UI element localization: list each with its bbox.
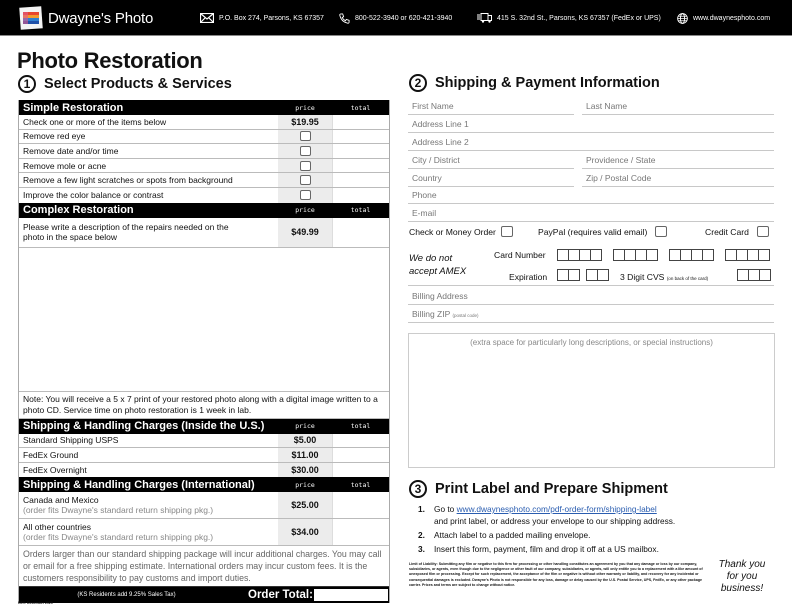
cvs-label	[620, 272, 708, 282]
price-column-header: price	[295, 480, 315, 489]
sales-tax-note: (KS Residents add 9.25% Sales Tax)	[77, 592, 176, 599]
step-item	[418, 503, 675, 527]
row-label: Remove mole or acne	[23, 160, 107, 171]
row-price: $5.00	[278, 434, 332, 448]
country-label: Canada and Mexico	[23, 494, 99, 505]
divider	[408, 285, 774, 286]
check-label: Check or Money Order	[409, 226, 496, 237]
website-link[interactable]: www.dwaynesphoto.com	[693, 15, 771, 22]
row-label	[19, 492, 278, 518]
state-field[interactable]: Providence / State	[582, 151, 774, 169]
credit-card-option[interactable]	[705, 226, 769, 237]
billing-zip-label: Billing ZIP	[412, 309, 451, 319]
row-label: Remove red eye	[23, 131, 86, 142]
paypal-option[interactable]	[538, 226, 667, 237]
table-row	[19, 218, 389, 248]
check-option[interactable]	[409, 226, 513, 237]
expiration-year-input[interactable]	[587, 269, 609, 281]
row-label: Standard Shipping USPS	[23, 435, 119, 446]
large-order-note: Orders larger than our standard shipping package will incur additional charges. You may call or email for a free shipping estimate. International orders may incur custom fees. It is the customers responsibility to pay customs and import duties.	[19, 546, 389, 587]
liability-notice: Limit of Liability: Submitting any film or negative to this firm for processing or other handling constitutes an agreement by you that any damage or loss by our company, subsidiaries, or agents, even though due to the negligence or other fault of our company, subsidiaries, or agents, will only entitle you to a replacement with a like amount of unexposed film or processing. Except for such replacement, the acceptance of the film or negative is without other warranty or liability, and recovery for any incidental or consequential damages is excluded. Dwayne's Photo is not responsible for any loss, damage or delay caused by the U.S. Postal Service, UPS, FedEx, or any other package carrier. Prices and terms are subject to change without notice.	[409, 562, 703, 587]
special-instructions-area[interactable]: (extra space for particularly long descriptions, or special instructions)	[408, 333, 775, 468]
step-number: 2	[409, 74, 427, 92]
globe-icon	[677, 13, 688, 24]
card-number-group-3[interactable]	[670, 249, 714, 261]
address-line-1-field[interactable]: Address Line 1	[408, 115, 774, 133]
billing-address-field[interactable]: Billing Address	[408, 287, 774, 305]
shipment-steps	[418, 503, 675, 555]
row-price: $11.00	[278, 448, 332, 462]
row-label: Remove a few light scratches or spots from background	[23, 175, 233, 186]
total-column-header: total	[350, 103, 371, 112]
first-name-field[interactable]: First Name	[408, 97, 574, 115]
phone-numbers: 800-522-3940 or 620-421-3940	[355, 15, 453, 22]
simple-restoration-header	[19, 100, 389, 115]
step-text-pre: Go to	[434, 504, 457, 514]
step-text-post: and print label, or address your envelope to our shipping address.	[434, 516, 676, 526]
paypal-label: PayPal (requires valid email)	[538, 226, 648, 237]
products-table	[18, 100, 390, 603]
price-column-header: price	[295, 103, 315, 112]
cvs-note: (on back of the card)	[666, 276, 709, 281]
shipping-address: 415 S. 32nd St., Parsons, KS 67357 (FedEx or UPS)	[497, 14, 661, 22]
row-price: $30.00	[278, 463, 332, 478]
section-1-heading	[18, 75, 232, 93]
complex-restoration-header	[19, 203, 389, 218]
total-input[interactable]	[332, 173, 389, 187]
step-number: 1.	[418, 504, 425, 514]
total-input[interactable]	[332, 218, 389, 247]
table-row	[19, 115, 389, 130]
zip-field[interactable]: Zip / Postal Code	[582, 169, 774, 187]
total-column-header: total	[350, 206, 371, 215]
package-note: (order fits Dwayne's standard return shipping pkg.)	[23, 532, 214, 543]
group-title: Complex Restoration	[23, 204, 134, 217]
table-row	[19, 463, 389, 478]
table-row	[19, 173, 389, 188]
card-number-group-2[interactable]	[614, 249, 658, 261]
package-note: (order fits Dwayne's standard return shipping pkg.)	[23, 505, 214, 516]
order-total-input[interactable]	[313, 588, 389, 602]
step-number: 1	[18, 75, 36, 93]
row-label: Remove date and/or time	[23, 145, 119, 156]
total-input[interactable]	[332, 115, 389, 129]
page-title: Photo Restoration	[17, 48, 203, 73]
amex-line-1: We do not	[409, 253, 453, 264]
section-title: Shipping & Payment Information	[435, 75, 660, 91]
step-item	[418, 529, 675, 541]
mail-address: P.O. Box 274, Parsons, KS 67357	[219, 14, 324, 22]
section-title: Print Label and Prepare Shipment	[435, 481, 668, 497]
step-text: Insert this form, payment, film and drop it off at a US mailbox.	[434, 544, 659, 554]
section-title: Select Products & Services	[44, 76, 232, 92]
table-row	[19, 434, 389, 449]
country-field[interactable]: Country	[408, 169, 574, 187]
check-checkbox[interactable]	[501, 226, 513, 237]
contact-mail	[200, 13, 324, 23]
table-row	[19, 448, 389, 463]
paypal-checkbox[interactable]	[655, 226, 667, 237]
expiration-label: Expiration	[509, 272, 548, 282]
phone-icon	[339, 13, 350, 24]
row-label: Check one or more of the items below	[23, 116, 167, 127]
step-item	[418, 543, 675, 555]
color-balance-checkbox[interactable]	[300, 190, 311, 200]
complex-line-2: photo in the space below	[23, 232, 118, 243]
header-bar	[0, 0, 792, 36]
step-number: 2.	[418, 530, 425, 540]
row-label: FedEx Ground	[23, 449, 79, 460]
complex-line-1: Please write a description of the repairs needed on the	[23, 221, 229, 232]
revision-date: REV: December 2020	[18, 601, 53, 605]
step-number: 3	[409, 480, 427, 498]
total-input[interactable]	[332, 519, 389, 545]
row-price: $19.95	[278, 115, 332, 129]
shipping-us-header	[19, 419, 389, 434]
row-price: $34.00	[278, 519, 332, 545]
total-column-header: total	[350, 480, 371, 489]
table-row	[19, 144, 389, 159]
cvs-text: 3 Digit CVS	[620, 272, 665, 282]
amex-notice	[409, 252, 466, 278]
total-input[interactable]	[332, 144, 389, 158]
card-number-group-1[interactable]	[558, 249, 602, 261]
truck-icon	[477, 13, 492, 23]
billing-zip-field[interactable]	[408, 305, 774, 323]
email-field[interactable]: E-mail	[408, 204, 774, 222]
row-label: FedEx Overnight	[23, 465, 87, 476]
step-text	[434, 503, 675, 527]
contact-web[interactable]	[677, 13, 770, 24]
step-text: Attach label to a padded mailing envelope.	[434, 530, 591, 540]
table-row	[19, 188, 389, 203]
group-title: Shipping & Handling Charges (Inside the U.S.)	[23, 420, 265, 433]
contact-phone	[339, 13, 452, 24]
step-number: 3.	[418, 544, 425, 554]
phone-field[interactable]: Phone	[408, 186, 774, 204]
remove-date-checkbox[interactable]	[300, 146, 311, 156]
group-title: Simple Restoration	[23, 101, 124, 114]
section-3-heading	[409, 480, 668, 498]
total-input[interactable]	[332, 159, 389, 173]
repair-description-area[interactable]	[19, 248, 389, 392]
row-price: $49.99	[278, 218, 332, 247]
group-title: Shipping & Handling Charges (International)	[23, 478, 255, 491]
row-price: $25.00	[278, 492, 332, 518]
credit-card-checkbox[interactable]	[757, 226, 769, 237]
order-total-bar	[19, 587, 389, 603]
billing-zip-note: (postal code)	[452, 313, 479, 318]
order-total-label: Order Total:	[248, 589, 313, 602]
row-label: Improve the color balance or contrast	[23, 190, 164, 201]
total-input[interactable]	[332, 434, 389, 448]
total-input[interactable]	[332, 492, 389, 518]
remove-red-eye-checkbox[interactable]	[300, 131, 311, 141]
section-2-heading	[409, 74, 660, 92]
table-row	[19, 492, 389, 519]
expiration-month-input[interactable]	[558, 269, 580, 281]
brand-name: Dwayne's Photo	[48, 10, 154, 27]
row-label	[19, 218, 278, 247]
shipping-label-link[interactable]: www.dwaynesphoto.com/pdf-order-form/shipping-label	[456, 504, 657, 514]
total-input[interactable]	[332, 188, 389, 203]
country-label: All other countries	[23, 521, 92, 532]
card-number-label: Card Number	[494, 250, 546, 260]
total-input[interactable]	[332, 463, 389, 478]
credit-card-label: Credit Card	[705, 226, 749, 237]
restoration-note: Note: You will receive a 5 x 7 print of your restored photo along with a digital image written to a photo CD. Service time on photo restoration is 1 week in lab.	[19, 392, 389, 419]
logo-icon	[19, 6, 43, 30]
row-label	[19, 519, 278, 545]
card-number-group-4[interactable]	[726, 249, 770, 261]
cvs-input[interactable]	[738, 269, 771, 281]
table-row	[19, 519, 389, 546]
envelope-icon	[200, 13, 214, 23]
total-input[interactable]	[332, 130, 389, 144]
price-column-header: price	[295, 422, 315, 431]
city-field[interactable]: City / District	[408, 151, 574, 169]
amex-line-2: accept AMEX	[409, 266, 467, 277]
remove-scratches-checkbox[interactable]	[300, 175, 311, 185]
remove-mole-checkbox[interactable]	[300, 161, 311, 171]
price-column-header: price	[295, 206, 315, 215]
thank-you-message: Thank you for you business!	[718, 559, 766, 594]
address-line-2-field[interactable]: Address Line 2	[408, 133, 774, 151]
shipping-intl-header	[19, 477, 389, 492]
last-name-field[interactable]: Last Name	[582, 97, 774, 115]
total-column-header: total	[350, 422, 371, 431]
table-row	[19, 159, 389, 174]
total-input[interactable]	[332, 448, 389, 462]
contact-shipping	[477, 13, 661, 23]
table-row	[19, 130, 389, 145]
